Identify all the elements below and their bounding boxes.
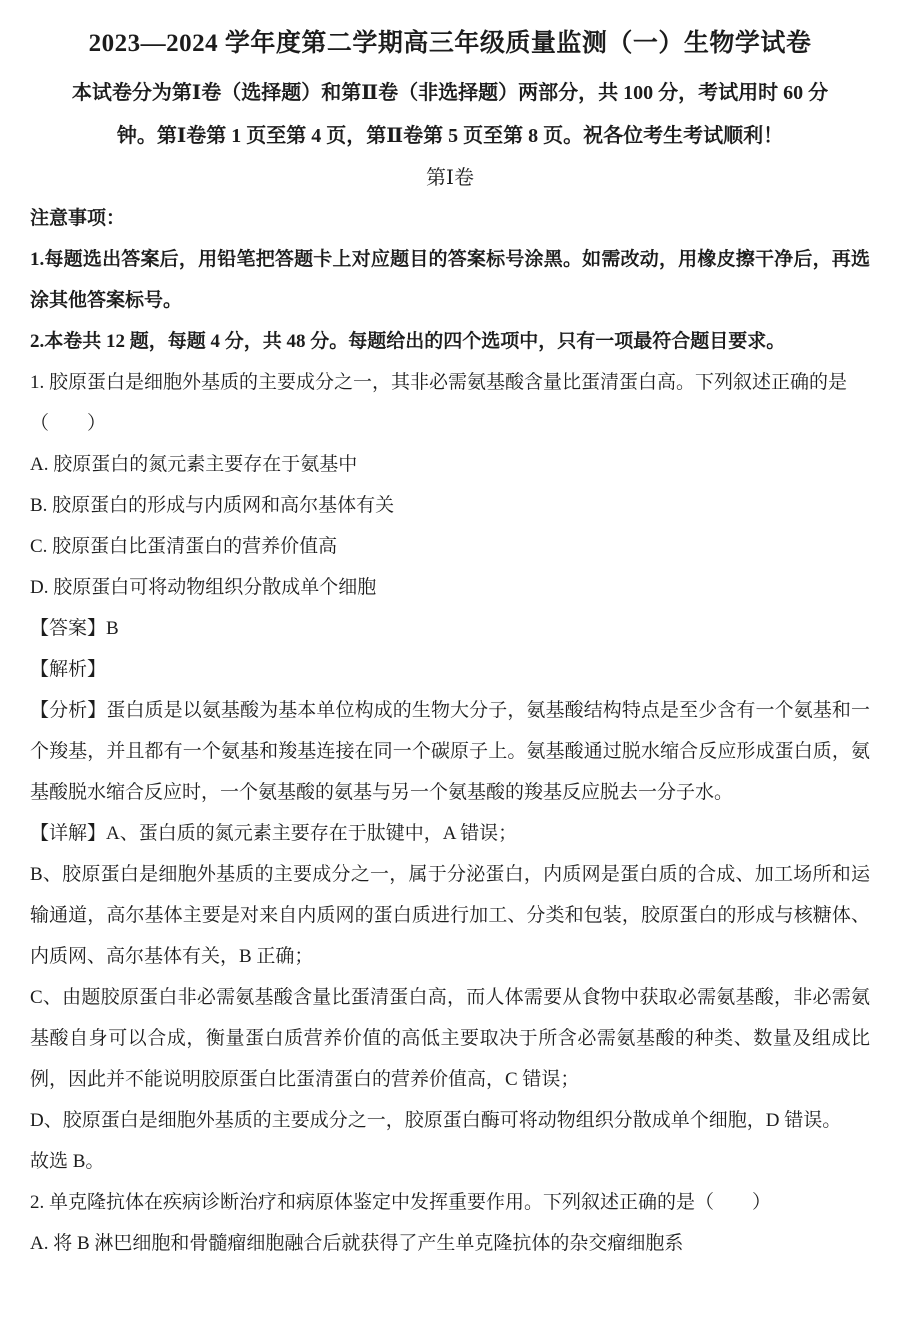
question-1-answer-line [30,608,870,649]
note-item-1: 1.每题选出答案后，用铅笔把答题卡上对应题目的答案标号涂黑。如需改动，用橡皮擦干净后，再选涂其他答案标号。 [30,249,870,311]
question-1-stem: 1. 胶原蛋白是细胞外基质的主要成分之一，其非必需氨基酸含量比蛋清蛋白高。下列叙述正确的是 [30,372,848,393]
question-1-detail-paragraph-a: 【详解】A、蛋白质的氮元素主要存在于肽键中，A 错误； [30,823,518,844]
question-1-option-d: D. 胶原蛋白可将动物组织分散成单个细胞 [30,577,377,598]
answer-value: B [106,618,119,639]
exam-title: 2023—2024 学年度第二学期高三年级质量监测（一）生物学试卷 [88,30,812,57]
question-1-analysis-paragraph: 【分析】蛋白质是以氨基酸为基本单位构成的生物大分子，氨基酸结构特点是至少含有一个氨基和一个羧基，并且都有一个氨基和羧基连接在同一个碳原子上。氨基酸通过脱水缩合反应形成蛋白质，氨基酸脱水缩合反应时，一个氨基酸的氨基与另一个氨基酸的羧基反应脱去一分子水。 [30,700,870,803]
question-1-answer-parentheses: （ ） [30,413,107,434]
notes-heading: 注意事项： [30,208,126,229]
note-item-2: 2.本卷共 12 题，每题 4 分，共 48 分。每题给出的四个选项中，只有一项最符合题目要求。 [30,331,786,352]
question-1-analysis-heading: 【解析】 [30,659,107,680]
question-1-detail-paragraph-b: B、胶原蛋白是细胞外基质的主要成分之一，属于分泌蛋白，内质网是蛋白质的合成、加工场所和运输通道，高尔基体主要是对来自内质网的蛋白质进行加工、分类和包装，胶原蛋白的形成与核糖体、内质网、高尔基体有关，B 正确； [30,864,870,967]
question-1-detail-paragraph-c: C、由题胶原蛋白非必需氨基酸含量比蛋清蛋白高，而人体需要从食物中获取必需氨基酸，非必需氨基酸自身可以合成，衡量蛋白质营养价值的高低主要取决于所含必需氨基酸的种类、数量及组成比例，因此并不能说明胶原蛋白比蛋清蛋白的营养价值高，C 错误； [30,987,870,1090]
exam-intro-line-2: 钟。第Ⅰ卷第 1 页至第 4 页，第Ⅱ卷第 5 页至第 8 页。祝各位考生考试顺利！ [116,125,784,147]
question-1-detail-paragraph-d: D、胶原蛋白是细胞外基质的主要成分之一，胶原蛋白酶可将动物组织分散成单个细胞，D 错误。 [30,1110,842,1131]
section-title-volume-1: 第Ⅰ卷 [426,167,474,189]
question-1-option-a: A. 胶原蛋白的氮元素主要存在于氨基中 [30,454,358,475]
question-2-option-a: A. 将 B 淋巴细胞和骨髓瘤细胞融合后就获得了产生单克隆抗体的杂交瘤细胞系 [30,1233,684,1254]
question-1-conclusion: 故选 B。 [30,1151,105,1172]
exam-intro-line-1: 本试卷分为第Ⅰ卷（选择题）和第Ⅱ卷（非选择题）两部分，共 100 分，考试用时 60 分 [71,82,829,104]
question-1-option-b: B. 胶原蛋白的形成与内质网和高尔基体有关 [30,495,395,516]
question-2-stem: 2. 单克隆抗体在疾病诊断治疗和病原体鉴定中发挥重要作用。下列叙述正确的是（ ） [30,1192,772,1213]
answer-label: 【答案】 [30,618,107,639]
question-1-option-c: C. 胶原蛋白比蛋清蛋白的营养价值高 [30,536,338,557]
